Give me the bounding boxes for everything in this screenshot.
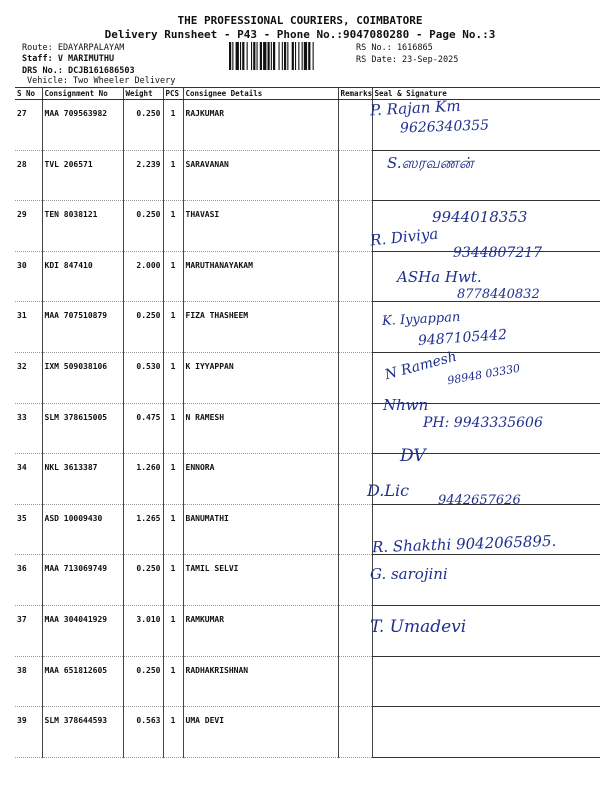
cell-remarks <box>338 707 372 758</box>
staff: Staff: V MARIMUTHU <box>22 54 115 64</box>
barcode-bar <box>229 42 231 70</box>
cell-pcs: 1 <box>163 504 183 555</box>
barcode-bar <box>251 42 252 70</box>
barcode-bar <box>260 42 262 70</box>
barcode-bar <box>236 42 239 70</box>
cell-pcs: 1 <box>163 352 183 403</box>
table-row <box>15 100 600 151</box>
barcode-bar <box>253 42 255 70</box>
signature-text: T. Umadevi <box>370 617 467 637</box>
cell-consignee: TAMIL SELVI <box>183 555 338 606</box>
cell-pcs: 1 <box>163 100 183 151</box>
cell-consignment: ASD 10009430 <box>42 504 123 555</box>
signature-text: ASHa Hwt. <box>397 268 482 286</box>
signature-text: P. Rajan Km <box>369 96 462 120</box>
barcode-bar <box>268 42 270 70</box>
cell-sno: 38 <box>15 656 42 707</box>
col-consignee: Consignee Details <box>183 88 338 100</box>
barcode-bar <box>284 42 286 70</box>
cell-consignment: MAA 707510879 <box>42 302 123 353</box>
cell-consignment: TVL 206571 <box>42 150 123 201</box>
cell-pcs: 1 <box>163 707 183 758</box>
barcode-bar <box>298 42 299 70</box>
cell-sno: 30 <box>15 251 42 302</box>
cell-remarks <box>338 656 372 707</box>
cell-consignee: UMA DEVI <box>183 707 338 758</box>
company-title: THE PROFESSIONAL COURIERS, COIMBATORE <box>177 14 423 27</box>
barcode-bar <box>240 42 241 70</box>
signature-phone: 9626340355 <box>399 117 490 137</box>
cell-remarks <box>338 100 372 151</box>
signature-text: D.Lic <box>367 481 410 500</box>
barcode-bar <box>313 42 314 70</box>
signature-text: R. Shakthi 9042065895. <box>371 531 557 557</box>
barcode-bar <box>232 42 233 70</box>
signature-phone: 9487105442 <box>417 326 508 350</box>
cell-sno: 34 <box>15 454 42 505</box>
route: Route: EDAYARPALAYAM <box>22 43 125 53</box>
cell-consignee: SARAVANAN <box>183 150 338 201</box>
cell-remarks <box>338 504 372 555</box>
signature-text: Nhwn <box>383 396 429 414</box>
cell-consignee: FIZA THASHEEM <box>183 302 338 353</box>
cell-consignee: ENNORA <box>183 454 338 505</box>
cell-weight: 0.250 <box>123 302 163 353</box>
cell-pcs: 1 <box>163 150 183 201</box>
col-remarks: Remarks <box>338 88 372 100</box>
cell-remarks <box>338 605 372 656</box>
cell-consignee: K IYYAPPAN <box>183 352 338 403</box>
cell-weight: 0.250 <box>123 555 163 606</box>
cell-consignee: MARUTHANAYAKAM <box>183 251 338 302</box>
cell-consignee: THAVASI <box>183 201 338 252</box>
vehicle: Vehicle: Two Wheeler Delivery <box>27 76 176 86</box>
rs-number: RS No.: 1616865 <box>356 43 433 53</box>
cell-remarks <box>338 302 372 353</box>
table-row <box>15 605 600 656</box>
cell-consignee: RADHAKRISHNAN <box>183 656 338 707</box>
cell-sno: 31 <box>15 302 42 353</box>
table-row <box>15 707 600 758</box>
cell-weight: 2.239 <box>123 150 163 201</box>
barcode-bar <box>308 42 310 70</box>
rs-date: RS Date: 23-Sep-2025 <box>356 55 459 65</box>
cell-sno: 39 <box>15 707 42 758</box>
cell-pcs: 1 <box>163 605 183 656</box>
cell-weight: 0.475 <box>123 403 163 454</box>
cell-sno: 28 <box>15 150 42 201</box>
cell-signature <box>372 656 600 707</box>
cell-sno: 33 <box>15 403 42 454</box>
cell-consignment: IXM 509038106 <box>42 352 123 403</box>
cell-pcs: 1 <box>163 656 183 707</box>
col-pcs: PCS <box>163 88 183 100</box>
cell-weight: 0.563 <box>123 707 163 758</box>
cell-consignment: SLM 378615005 <box>42 403 123 454</box>
signature-phone: 98948 03330 <box>446 361 522 388</box>
cell-pcs: 1 <box>163 201 183 252</box>
signature-text: K. Iyyappan <box>381 309 461 330</box>
barcode-bar <box>242 42 244 70</box>
barcode-bar <box>292 42 294 70</box>
barcode-bar <box>282 42 283 70</box>
cell-remarks <box>338 555 372 606</box>
cell-weight: 0.250 <box>123 656 163 707</box>
signature-phone: 9344807217 <box>453 245 543 261</box>
cell-consignment: MAA 709563982 <box>42 100 123 151</box>
cell-pcs: 1 <box>163 555 183 606</box>
barcode-bar <box>295 42 296 70</box>
runsheet-subtitle: Delivery Runsheet - P43 - Phone No.:9047080280 - Page No.:3 <box>104 28 496 41</box>
table-row <box>15 352 600 403</box>
cell-consignment: MAA 713069749 <box>42 555 123 606</box>
cell-weight: 2.000 <box>123 251 163 302</box>
signature-text: G. sarojini <box>370 565 448 583</box>
barcode-bar <box>287 42 288 70</box>
col-sno: S No <box>15 88 42 100</box>
cell-weight: 0.250 <box>123 100 163 151</box>
cell-sno: 27 <box>15 100 42 151</box>
cell-pcs: 1 <box>163 403 183 454</box>
signature-phone: 9944018353 <box>432 208 528 226</box>
cell-consignment: TEN 8038121 <box>42 201 123 252</box>
cell-remarks <box>338 352 372 403</box>
signature-text: N Ramesh <box>383 348 459 384</box>
cell-weight: 0.530 <box>123 352 163 403</box>
table-row <box>15 656 600 707</box>
barcode-bar <box>279 42 280 70</box>
cell-pcs: 1 <box>163 251 183 302</box>
cell-sno: 29 <box>15 201 42 252</box>
cell-weight: 1.265 <box>123 504 163 555</box>
cell-consignee: BANUMATHI <box>183 504 338 555</box>
cell-consignment: KDI 847410 <box>42 251 123 302</box>
cell-weight: 0.250 <box>123 201 163 252</box>
col-consignment: Consignment No <box>42 88 123 100</box>
cell-consignee: RAMKUMAR <box>183 605 338 656</box>
cell-sno: 36 <box>15 555 42 606</box>
table-header <box>15 88 600 100</box>
signature-text: S.ஸரவணன் <box>387 154 474 172</box>
table-row <box>15 150 600 201</box>
drs-number: DRS No.: DCJB161686503 <box>22 66 135 76</box>
barcode-bar <box>247 42 248 70</box>
table-row <box>15 302 600 353</box>
signature-text: R. Diviya <box>369 224 440 250</box>
col-signature: Seal & Signature <box>372 88 600 100</box>
cell-remarks <box>338 251 372 302</box>
cell-weight: 1.260 <box>123 454 163 505</box>
barcode-bar <box>257 42 258 70</box>
cell-sno: 35 <box>15 504 42 555</box>
cell-signature <box>372 707 600 758</box>
cell-weight: 3.010 <box>123 605 163 656</box>
barcode-bar <box>304 42 307 70</box>
col-weight: Weight <box>123 88 163 100</box>
cell-consignee: RAJKUMAR <box>183 100 338 151</box>
cell-pcs: 1 <box>163 454 183 505</box>
cell-consignment: NKL 3613387 <box>42 454 123 505</box>
cell-sno: 32 <box>15 352 42 403</box>
barcode-bar <box>263 42 266 70</box>
barcode-bar <box>302 42 303 70</box>
cell-remarks <box>338 201 372 252</box>
barcode <box>229 42 353 70</box>
barcode-bar <box>271 42 272 70</box>
signature-phone: PH: 9943335606 <box>423 415 543 431</box>
cell-consignment: SLM 378644593 <box>42 707 123 758</box>
barcode-bar <box>273 42 275 70</box>
cell-consignee: N RAMESH <box>183 403 338 454</box>
signature-text: DV <box>400 446 426 466</box>
cell-sno: 37 <box>15 605 42 656</box>
signature-phone: 9442657626 <box>438 493 521 508</box>
cell-remarks <box>338 150 372 201</box>
table-row <box>15 555 600 606</box>
cell-consignment: MAA 304041929 <box>42 605 123 656</box>
cell-consignment: MAA 651812605 <box>42 656 123 707</box>
cell-remarks <box>338 403 372 454</box>
cell-pcs: 1 <box>163 302 183 353</box>
signature-phone: 8778440832 <box>457 287 540 302</box>
